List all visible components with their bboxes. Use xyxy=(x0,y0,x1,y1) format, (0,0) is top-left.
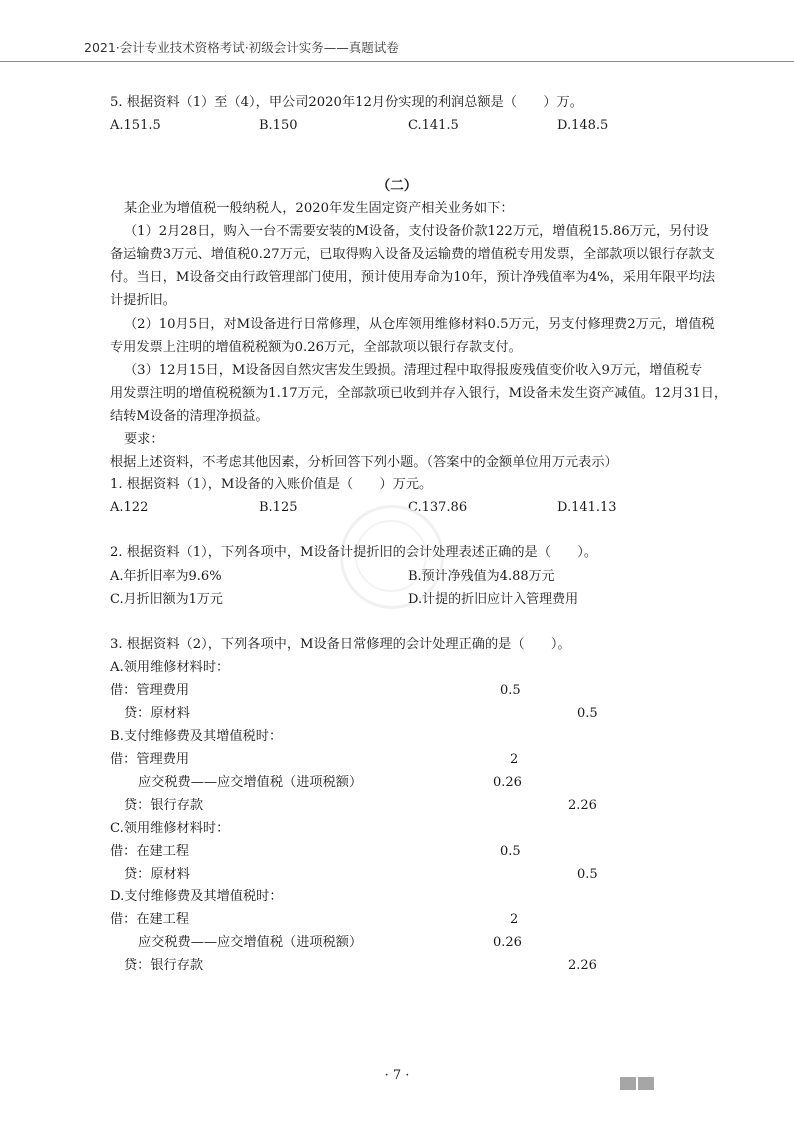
q3-option-d-tax-amount: 0.26 xyxy=(493,935,522,950)
q3-option-d-debit-amount: 2 xyxy=(510,912,519,927)
q3-option-d-debit: 借：在建工程 xyxy=(110,912,190,927)
paragraph-1-line-3: 付。当日，M设备交由行政管理部门使用，预计使用寿命为10年，预计净残值率为4%，采用年限平均法 xyxy=(110,270,716,285)
q3-option-b-credit: 贷：银行存款 xyxy=(124,798,204,813)
section-intro: 某企业为增值税一般纳税人，2020年发生固定资产相关业务如下： xyxy=(124,201,514,216)
q3-option-d-credit-amount: 2.26 xyxy=(568,958,597,973)
page-number: · 7 · xyxy=(384,1068,410,1083)
header-divider xyxy=(0,61,794,62)
paragraph-1-line-2: 备运输费3万元、增值税0.27万元，已取得购入设备及运输费的增值税专用发票，全部款项以银行存款支 xyxy=(110,247,715,262)
q3-option-c-label: C.领用维修材料时： xyxy=(110,821,230,836)
q3-option-a-credit: 贷：原材料 xyxy=(124,706,190,721)
corner-block xyxy=(638,1077,654,1090)
corner-block xyxy=(620,1077,636,1090)
q3-option-b-debit-amount: 2 xyxy=(510,752,519,767)
paragraph-2-line-1: （2）10月5日，对M设备进行日常修理，从仓库领用维修材料0.5万元，另支付修理费2万元，增值税 xyxy=(124,317,715,332)
paragraph-3-line-3: 结转M设备的清理净损益。 xyxy=(110,409,269,424)
q3-option-b-tax-amount: 0.26 xyxy=(493,775,522,790)
q5-stem: 5. 根据资料（1）至（4），甲公司2020年12月份实现的利润总额是（ ）万。 xyxy=(110,95,583,110)
corner-decoration xyxy=(620,1075,656,1094)
q3-option-a-label: A.领用维修材料时： xyxy=(110,660,230,675)
requirement-label: 要求： xyxy=(124,432,164,447)
q5-option-c: C.141.5 xyxy=(408,118,459,133)
q2-option-a: A.年折旧率为9.6% xyxy=(110,569,222,584)
requirement-text: 根据上述资料，不考虑其他因素，分析回答下列小题。（答案中的金额单位用万元表示） xyxy=(110,455,618,470)
q2-option-c: C.月折旧额为1万元 xyxy=(110,592,223,607)
q3-stem: 3. 根据资料（2），下列各项中，M设备日常修理的会计处理正确的是（ ）。 xyxy=(110,637,571,652)
paragraph-3-line-2: 用发票注明的增值税税额为1.17万元，全部款项已收到并存入银行，M设备未发生资产减值。12月31日， xyxy=(110,386,728,401)
q2-option-b: B.预计净残值为4.88万元 xyxy=(408,569,555,584)
q3-option-a-debit: 借：管理费用 xyxy=(110,683,190,698)
q3-option-b-debit: 借：管理费用 xyxy=(110,752,190,767)
q3-option-d-tax: 应交税费——应交增值税（进项税额） xyxy=(138,935,363,950)
q5-option-b: B.150 xyxy=(259,118,298,133)
q1-option-b: B.125 xyxy=(259,500,298,515)
q2-stem: 2. 根据资料（1），下列各项中，M设备计提折旧的会计处理表述正确的是（ ）。 xyxy=(110,545,598,560)
page-header-title: 2021·会计专业技术资格考试·初级会计实务——真题试卷 xyxy=(84,40,399,55)
paragraph-1-line-4: 计提折旧。 xyxy=(110,293,176,308)
q3-option-b-label: B.支付维修费及其增值税时： xyxy=(110,729,283,744)
paragraph-1-line-1: （1）2月28日，购入一台不需要安装的M设备，支付设备价款122万元，增值税15.86万元，另付设 xyxy=(124,224,709,239)
q1-option-a: A.122 xyxy=(110,500,149,515)
q1-stem: 1. 根据资料（1），M设备的入账价值是（ ）万元。 xyxy=(110,477,433,492)
paragraph-2-line-2: 专用发票上注明的增值税税额为0.26万元，全部款项以银行存款支付。 xyxy=(110,340,522,355)
q3-option-b-tax: 应交税费——应交增值税（进项税额） xyxy=(138,775,363,790)
paragraph-3-line-1: （3）12月15日，M设备因自然灾害发生毁损。清理过程中取得报废残值变价收入9万元，增值税专 xyxy=(124,363,703,378)
q3-option-d-label: D.支付维修费及其增值税时： xyxy=(110,889,283,904)
q5-option-d: D.148.5 xyxy=(557,118,609,133)
section-title: （二） xyxy=(376,178,418,194)
q3-option-b-credit-amount: 2.26 xyxy=(568,798,597,813)
q3-option-c-credit: 贷：原材料 xyxy=(124,867,190,882)
q5-option-a: A.151.5 xyxy=(110,118,161,133)
q3-option-d-credit: 贷：银行存款 xyxy=(124,958,204,973)
q3-option-c-credit-amount: 0.5 xyxy=(577,867,598,882)
q1-option-d: D.141.13 xyxy=(557,500,617,515)
q3-option-c-debit-amount: 0.5 xyxy=(500,844,521,859)
q3-option-c-debit: 借：在建工程 xyxy=(110,844,190,859)
q3-option-a-debit-amount: 0.5 xyxy=(500,683,521,698)
q2-option-d: D.计提的折旧应计入管理费用 xyxy=(408,592,579,607)
q3-option-a-credit-amount: 0.5 xyxy=(577,706,598,721)
q1-option-c: C.137.86 xyxy=(408,500,468,515)
